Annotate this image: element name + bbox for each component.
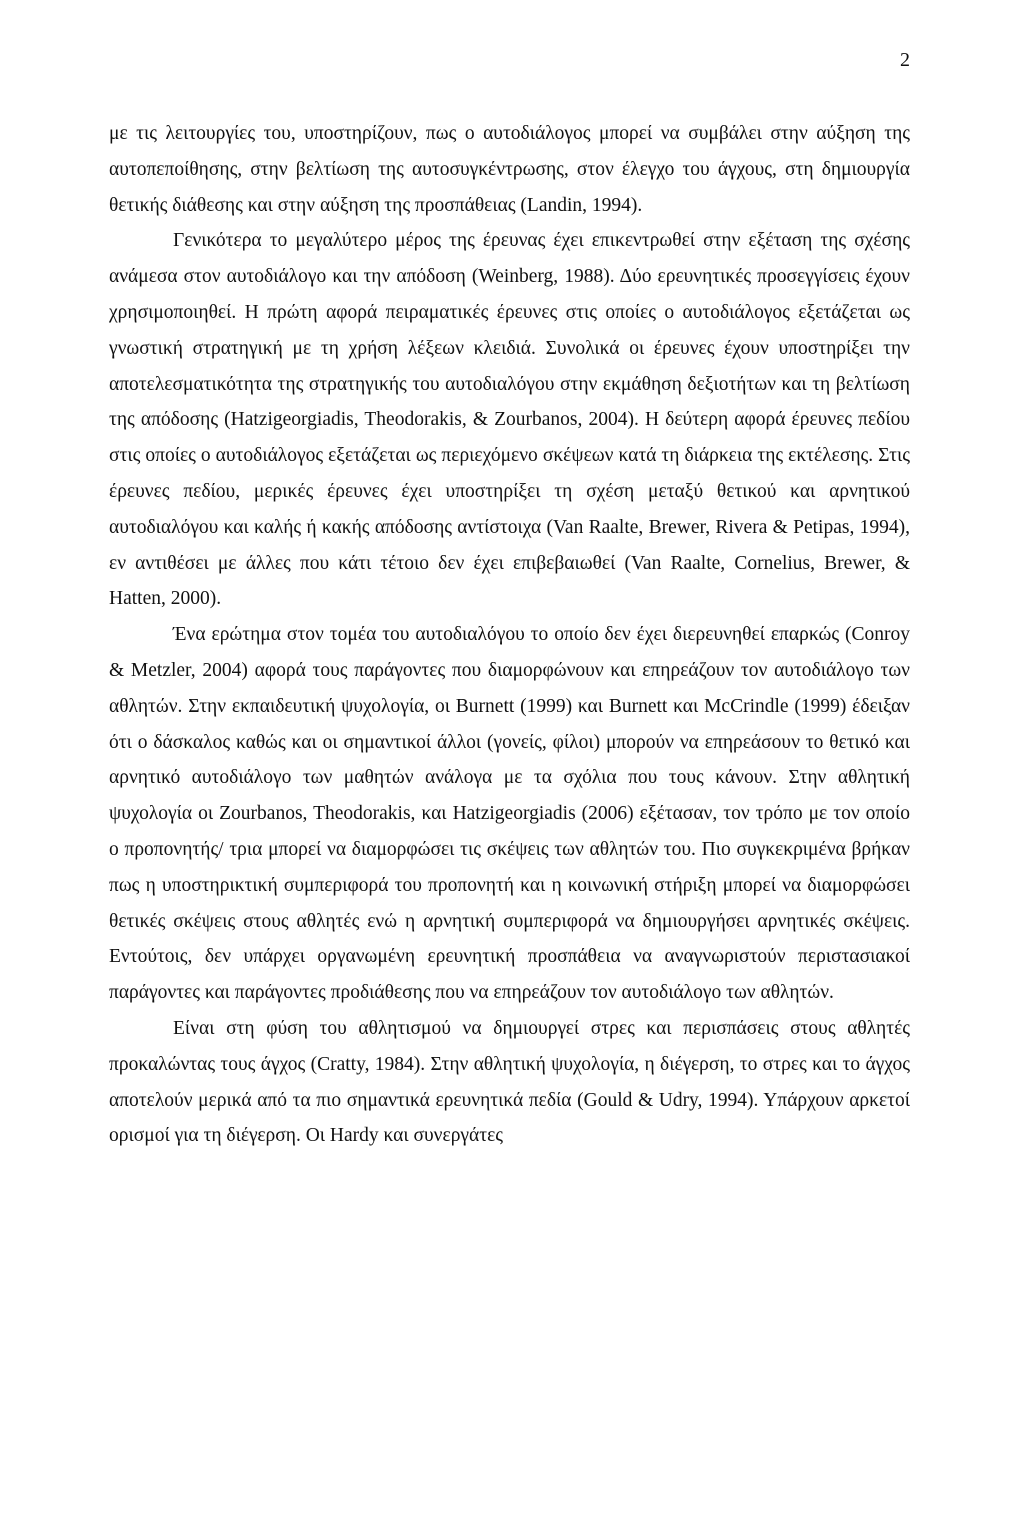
paragraph-1: με τις λειτουργίες του, υποστηρίζουν, πως ο αυτοδιάλογος μπορεί να συμβάλει στην αύξηση της αυτοπεποίθησης, στην βελτίωση της αυτοσυγκέντρωσης, στον έλεγχο του άγχους, στη δημιουργία θετικής διάθεσης και στην αύξηση της προσπάθειας (Landin, 1994).: [109, 123, 910, 216]
paragraph-4: Είναι στη φύση του αθλητισμού να δημιουργεί στρες και περισπάσεις στους αθλητές προκαλώντας τους άγχος (Cratty, 1984). Στην αθλητική ψυχολογία, η διέγερση, το στρες και το άγχος αποτελούν μερικά από τα πιο σημαντικά ερευνητικά πεδία (Gould & Udry, 1994). Υπάρχουν αρκετοί ορισμοί για τη διέγερση. Οι Hardy και συνεργάτες: [109, 1017, 910, 1147]
paragraph-3: Ένα ερώτημα στον τομέα του αυτοδιαλόγου το οποίο δεν έχει διερευνηθεί επαρκώς (Conroy & Metzler, 2004) αφορά τους παράγοντες που διαμορφώνουν και επηρεάζουν τον αυτοδιάλογο των αθλητών. Στην εκπαιδευτική ψυχολογία, οι Burnett (1999) και Burnett και McCrindle (1999) έδειξαν ότι ο δάσκαλος καθώς και οι σημαντικοί άλλοι (γονείς, φίλοι) μπορούν να επηρεάσουν το θετικό και αρνητικό αυτοδιάλογο των μαθητών ανάλογα με τα σχόλια που τους κάνουν. Στην αθλητική ψυχολογία οι Zourbanos, Theodorakis, και Hatzigeorgiadis (2006) εξέτασαν, τον τρόπο με τον οποίο ο προπονητής/ τρια μπορεί να διαμορφώσει τις σκέψεις των αθλητών του. Πιο συγκεκριμένα βρήκαν πως η υποστηρικτική συμπεριφορά του προπονητή και η κοινωνική στήριξη μπορεί να διαμορφώσει θετικές σκέψεις στους αθλητές ενώ η αρνητική συμπεριφορά να δημιουργήσει αρνητικές σκέψεις. Εντούτοις, δεν υπάρχει οργανωμένη ερευνητική προσπάθεια να αναγνωριστούν περιστασιακοί παράγοντες και παράγοντες προδιάθεσης που να επηρεάζουν τον αυτοδιάλογο των αθλητών.: [109, 624, 910, 1004]
page-number: 2: [900, 49, 910, 71]
paragraph-2: Γενικότερα το μεγαλύτερο μέρος της έρευνας έχει επικεντρωθεί στην εξέταση της σχέσης ανάμεσα στον αυτοδιάλογο και την απόδοση (Weinberg, 1988). Δύο ερευνητικές προσεγγίσεις έχουν χρησιμοποιηθεί. Η πρώτη αφορά πειραματικές έρευνες στις οποίες ο αυτοδιάλογος εξετάζεται ως γνωστική στρατηγική με τη χρήση λέξεων κλειδιά. Συνολικά οι έρευνες έχουν υποστηρίξει την αποτελεσματικότητα της στρατηγικής του αυτοδιαλόγου στην εκμάθηση δεξιοτήτων και τη βελτίωση της απόδοσης (Hatzigeorgiadis, Theodorakis, & Zourbanos, 2004). Η δεύτερη αφορά έρευνες πεδίου στις οποίες ο αυτοδιάλογος εξετάζεται ως περιεχόμενο σκέψεων κατά τη διάρκεια της εκτέλεσης. Στις έρευνες πεδίου, μερικές έρευνες έχει υποστηρίξει τη σχέση μεταξύ θετικού και αρνητικού αυτοδιαλόγου και καλής ή κακής απόδοσης αντίστοιχα (Van Raalte, Brewer, Rivera & Petipas, 1994), εν αντιθέσει με άλλες που κάτι τέτοιο δεν έχει επιβεβαιωθεί (Van Raalte, Cornelius, Brewer, & Hatten, 2000).: [109, 230, 910, 610]
body-text: [109, 116, 910, 1154]
